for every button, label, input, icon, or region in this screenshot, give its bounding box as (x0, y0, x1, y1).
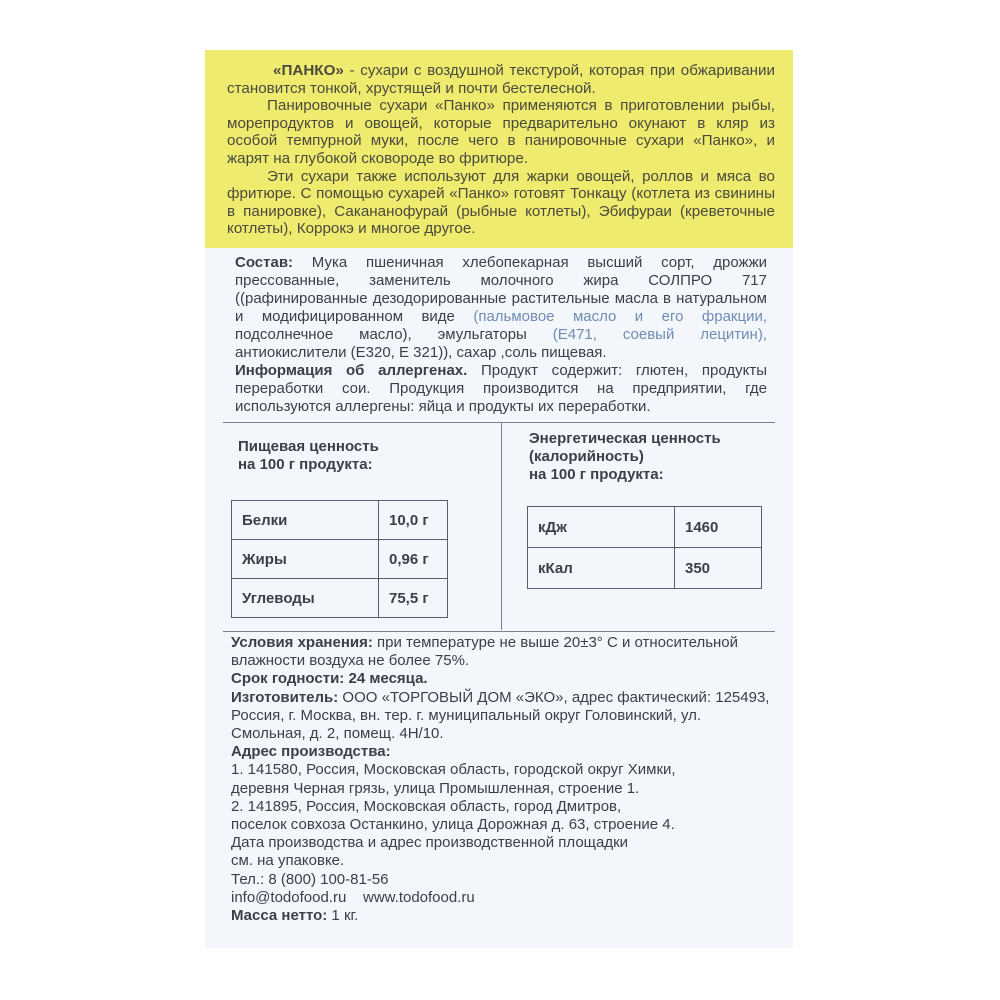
description-paragraph-2: Панировочные сухари «Панко» применяются в приготовлении рыбы, морепродуктов и овощей, которые предварительно окунают в кляр из особой темпурной муки, после чего в панировочные сухари «Панко», и жарят на глубокой сковороде во фритюре. (227, 97, 775, 167)
table-row: кДж 1460 (528, 507, 762, 548)
nutrition-table (231, 500, 448, 618)
composition-label: Состав: (235, 254, 294, 271)
net-mass: Масса нетто: 1 кг. (231, 907, 359, 925)
phone: Тел.: 8 (800) 100-81-56 (231, 870, 389, 888)
allergen-info: Информация об аллергенах. Продукт содержит: глютен, продукты переработки сои. Продукция производится на предприятии, где используются аллергены: яйца и продукты их переработки. (235, 362, 767, 415)
composition-block (235, 254, 767, 416)
nutrition-heading: Пищевая ценность на 100 г продукта: (238, 438, 379, 473)
table-row: Белки 10,0 г (232, 501, 448, 540)
production-address-2a: 2. 141895, Россия, Московская область, город Дмитров, (231, 797, 622, 815)
allergen-label: Информация об аллергенах. (235, 362, 468, 379)
production-address-1b: деревня Черная грязь, улица Промышленная, строение 1. (231, 779, 640, 797)
energy-table (527, 506, 762, 589)
table-row: Углеводы 75,5 г (232, 579, 448, 618)
description-paragraph-3: Эти сухари также используют для жарки овощей, роллов и мяса во фритюре. С помощью сухарей «Панко» готовят Тонкацу (котлета из свинины в панировке), Сакананофурай (рыбные котлеты), Эбифураи (креветочные котлеты), Коррокэ и многое другое. (227, 167, 775, 238)
product-label (205, 50, 793, 948)
production-note-a: Дата производства и адрес производственной площадки (231, 834, 629, 852)
email: info@todofood.ru (231, 888, 347, 906)
website: www.todofood.ru (362, 888, 475, 906)
energy-heading: Энергетическая ценность (калорийность) на 100 г продукта: (529, 430, 721, 483)
manufacturer: Изготовитель: ООО «ТОРГОВЫЙ ДОМ «ЭКО», адрес фактический: 125493, Россия, г. Москва, вн. тер. г. муниципальный округ Головинский, ул. Смольная, д. 2, помещ. 4Н/10. (231, 688, 770, 743)
production-address-label: Адрес производства: (231, 743, 391, 761)
production-address-2b: поселок совхоза Останкино, улица Дорожная д. 63, строение 4. (231, 816, 675, 834)
description-text (227, 62, 775, 238)
shelf-life: Срок годности: 24 месяца. (231, 670, 428, 688)
brand-name: «ПАНКО» (273, 62, 344, 79)
storage-block (231, 634, 771, 925)
description-paragraph-1: «ПАНКО» - сухари с воздушной текстурой, которая при обжаривании становится тонкой, хрустящей и почти бестелесной. (227, 62, 775, 97)
production-address-1a: 1. 141580, Россия, Московская область, городской округ Химки, (231, 761, 676, 779)
table-row: Жиры 0,96 г (232, 540, 448, 579)
composition: Состав: Мука пшеничная хлебопекарная высший сорт, дрожжи прессованные, заменитель молочного жира СОЛПРО 717 ((рафинированные дезодорированные растительные масла в натуральном и модифицированном виде (пальмовое масло и его фракции, подсолнечное масло), эмульгаторы (Е471, соевый лецитин), антиокислители (Е320, Е 321)), сахар ,соль пищевая. (235, 254, 767, 361)
storage-conditions: Условия хранения: при температуре не выше 20±3° С и относительной влажности воздуха не более 75%. (231, 634, 739, 670)
production-note-b: см. на упаковке. (231, 852, 345, 870)
contacts-line (231, 889, 771, 907)
table-row: кКал 350 (528, 548, 762, 589)
nutrition-divider (501, 422, 502, 630)
